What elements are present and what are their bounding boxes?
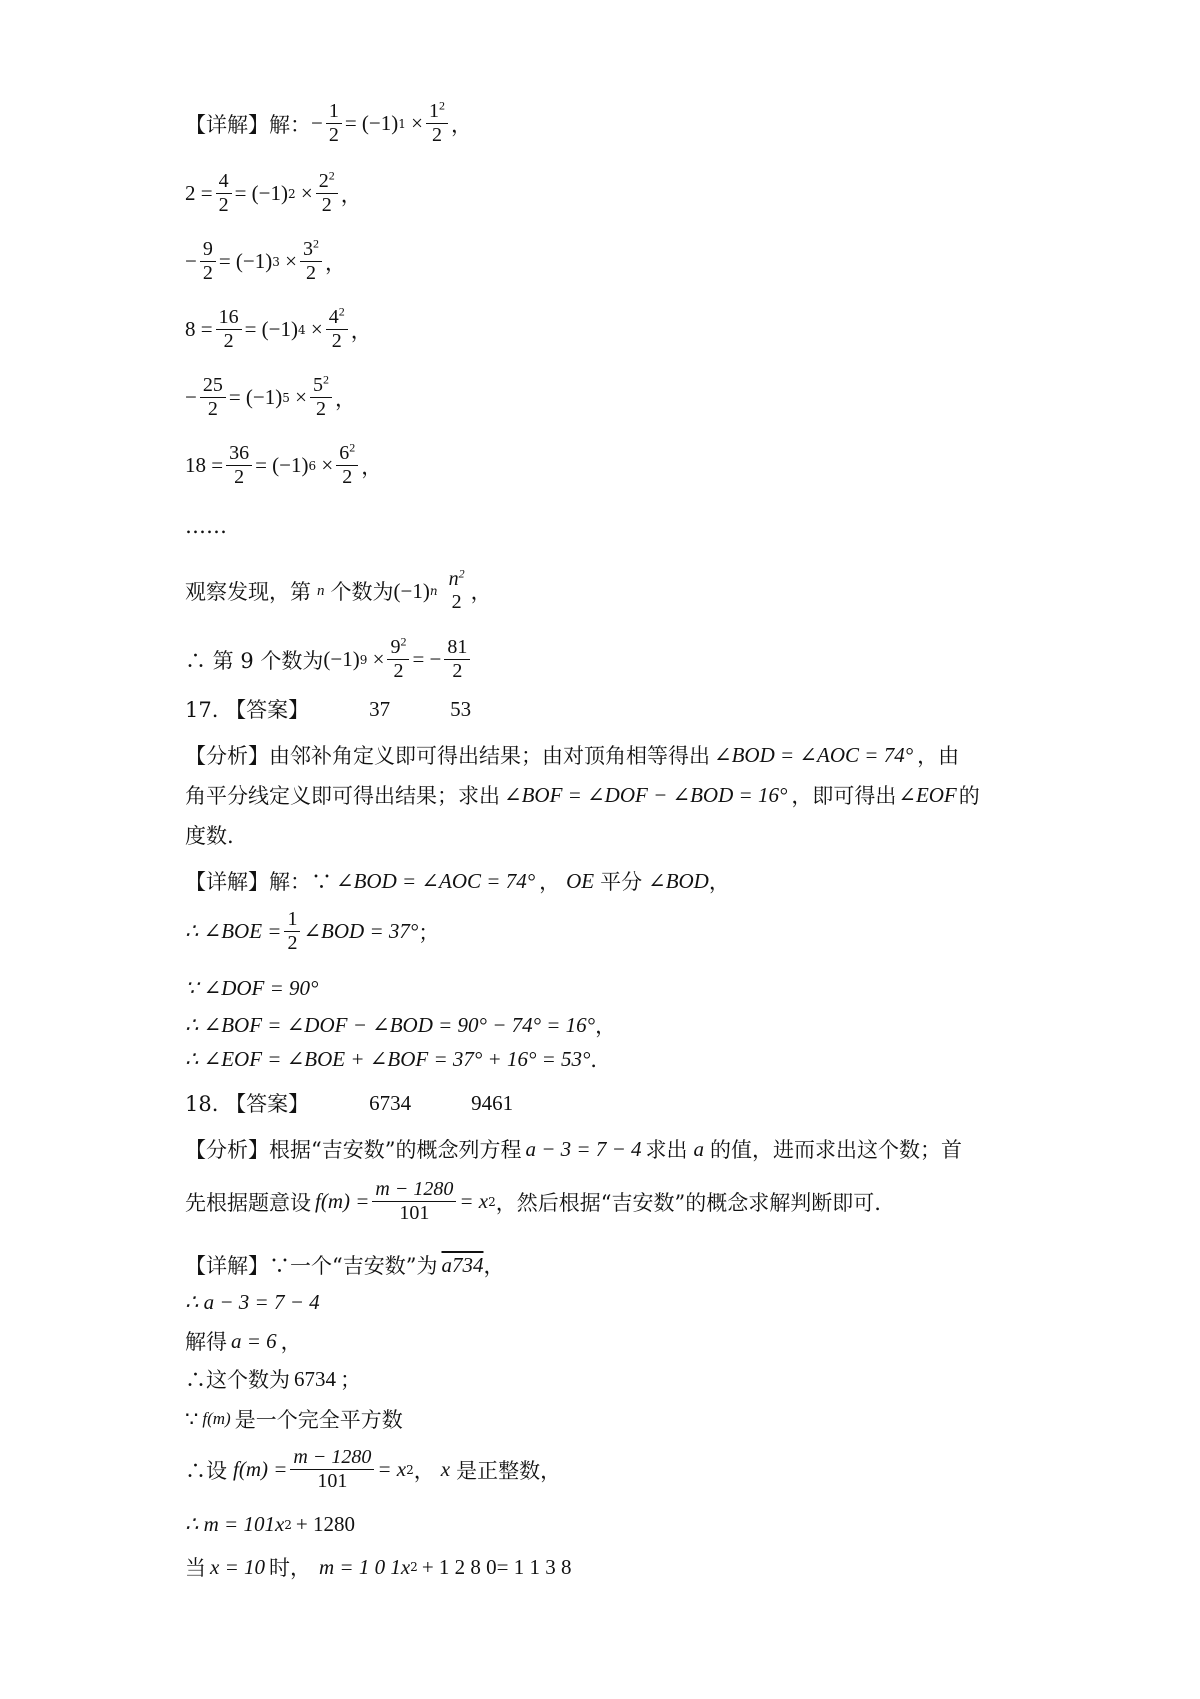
q17-detail-line-3: ∵ ∠DOF = 90° [185,976,319,1000]
fraction: $\frac{3^2}{2}$ [300,238,322,285]
fraction: $\frac{9}{2}$ [200,238,216,285]
q17-analysis-line-1: 【分析】由邻补角定义即可得出结果；由对顶角相等得出 ∠BOD = ∠AOC = 74° ，由 [185,742,960,768]
q18-analysis-line-2: 先根据题意设 f(m) = $\frac{m - 1280}{101}$ = x 2 ，然后根据“吉安数”的概念求解判断即可. [185,1178,881,1224]
q18-detail-line-5: ∵ f(m) 是一个完全平方数 [185,1407,403,1432]
q18-detail-line-6: ∴设 f(m) = $\frac{m - 1280}{101}$ = x 2 ， x 是正整数， [185,1446,562,1492]
q18-detail-line-1: 【详解】∵一个“吉安数”为 a734 ， [185,1252,505,1278]
fraction: $n^2$ 2 [448,566,465,613]
detail-line-2: 2 = $\frac{4}{2}$ = (−1) 2 × $\frac{2^2}{2}$ ， [185,168,362,216]
q17-detail-line-5: ∴ ∠EOF = ∠BOE + ∠BOF = 37° + 16° = 53° ． [185,1046,612,1072]
q17-detail-line-2: ∴ ∠BOE = $\frac{1}{2}$ ∠BOD = 37° ； [185,908,440,954]
q17-analysis-line-3: 度数. [185,824,234,848]
fraction: $\frac{16}{2}$ [216,306,242,353]
q17-analysis-line-2: 角平分线定义即可得出结果；求出 ∠BOF = ∠DOF − ∠BOD = 16° ，即可得出 ∠EOF 的 [185,782,980,808]
q18-detail-line-7: ∴ m = 101x 2 + 1280 [185,1512,356,1536]
fraction: $\frac{4^2}{2}$ [326,306,348,353]
fraction: $\frac{m - 1280}{101}$ [290,1446,374,1493]
q18-detail-line-8: 当 x = 10 时， m = 1 0 1x 2 + 1 2 8 0= 1 1 3 8 [185,1554,572,1580]
fraction: $\frac{2^2}{2}$ [316,170,338,217]
detail-line-5: − $\frac{25}{2}$ = (−1) 5 × $\frac{5^2}{2}$ ， [185,372,357,420]
fraction: $\frac{4}{2}$ [216,170,232,217]
detail-line-4: 8 = $\frac{16}{2}$ = (−1) 4 × $\frac{4^2}{2}$ ， [185,304,372,352]
fraction: $\frac{1}{2}$ [284,908,300,955]
q18-detail-line-3: 解得 a = 6 ， [185,1328,302,1354]
ellipsis: …… [185,514,227,538]
q18-detail-line-4: ∴这个数为 6734 ； [185,1366,361,1392]
detail-line-3: − $\frac{9}{2}$ = (−1) 3 × $\frac{3^2}{2}$ ， [185,236,347,284]
fraction: $\frac{5^2}{2}$ [310,374,332,421]
q17-detail-line-1: 【详解】解：∵ ∠BOD = ∠AOC = 74° ， OE 平分 ∠BOD ， [185,868,730,894]
q18-detail-line-2: ∴ a − 3 = 7 − 4 [185,1290,320,1314]
q18-analysis-line-1: 【分析】根据“吉安数”的概念列方程 a − 3 = 7 − 4 求出 a 的值，进而求出这个数；首 [185,1136,962,1162]
detail-line-6: 18 = $\frac{36}{2}$ = (−1) 6 × $\frac{6^2}{2}$ ， [185,440,383,488]
fraction: $\frac{1^2}{2}$ [426,100,448,147]
fraction: $\frac{6^2}{2}$ [336,442,358,489]
ninth-number-line: ∴ 第 9 个数为 (−1) 9 × $\frac{9^2}{2}$ = − $\frac{81}{2}$ [185,636,473,683]
q17-detail-line-4: ∴ ∠BOF = ∠DOF − ∠BOD = 90° − 74° = 16° ， [185,1012,617,1038]
detail-line-1: 【详解】解： − $\frac{1}{2}$ = (−1) 1 × $\frac{1^2}{2}$ ， [185,98,473,146]
fraction: $\frac{81}{2}$ [444,636,470,683]
q18-answer: 18. 【答案】 6734 9461 [185,1090,514,1116]
fraction: $\frac{m - 1280}{101}$ [372,1178,456,1225]
fraction: $\frac{36}{2}$ [226,442,252,489]
fraction: $\frac{25}{2}$ [200,374,226,421]
detail-label: 【详解】解： [185,112,311,137]
fraction: $\frac{1}{2}$ [326,100,342,147]
q17-answer: 17. 【答案】 37 53 [185,696,472,722]
fraction: $\frac{9^2}{2}$ [387,636,409,683]
observation-line: 观察发现，第 n 个数为 (−1) n $n^2$ 2 ， [185,566,492,613]
